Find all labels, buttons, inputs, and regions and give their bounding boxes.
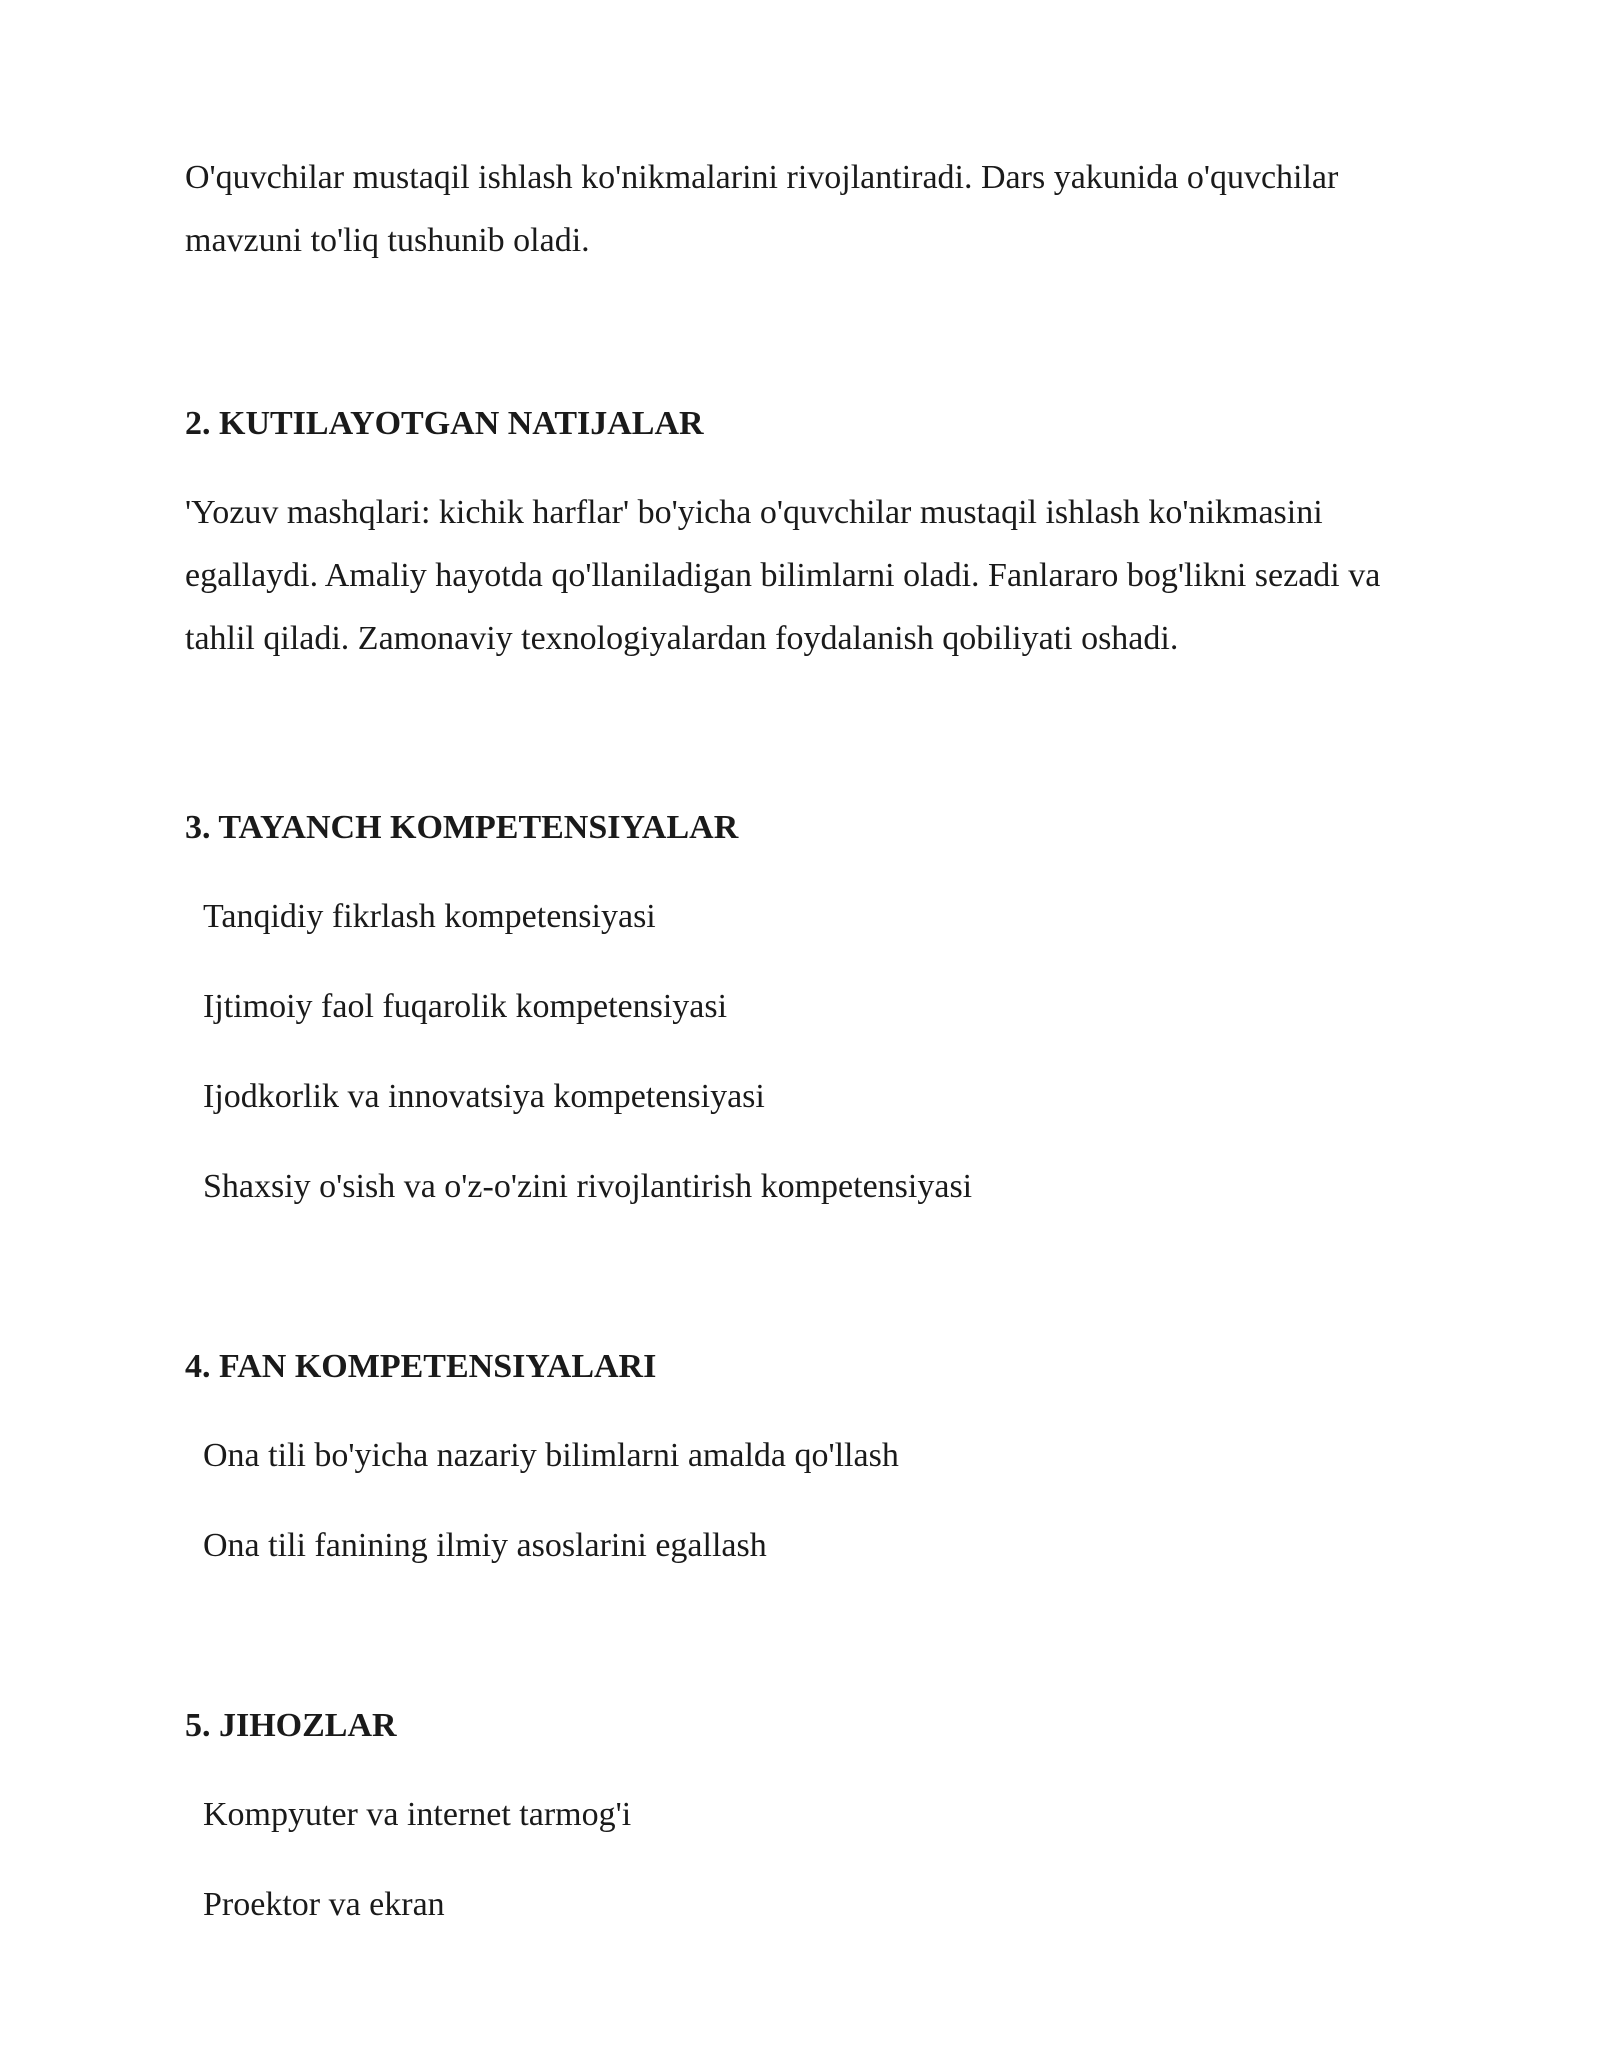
- list-item: Tanqidiy fikrlash kompetensiyasi: [203, 898, 656, 935]
- list-item: Shaxsiy o'sish va o'z-o'zini rivojlantirish kompetensiyasi: [203, 1168, 973, 1205]
- section-heading-expected-results: 2. KUTILAYOTGAN NATIJALAR: [185, 405, 704, 442]
- intro-paragraph: O'quvchilar mustaqil ishlash ko'nikmalarini rivojlantiradi. Dars yakunida o'quvchilar mavzuni to'liq tushunib oladi.: [185, 159, 1339, 259]
- equipment-list: [185, 1783, 1445, 1936]
- subject-competencies-list: [185, 1424, 1445, 1577]
- list-item: Kompyuter va internet tarmog'i: [203, 1796, 632, 1833]
- section-heading-core-competencies: 3. TAYANCH KOMPETENSIYALAR: [185, 809, 739, 846]
- list-item: Ona tili fanining ilmiy asoslarini egallash: [203, 1527, 767, 1564]
- list-item: Proektor va ekran: [203, 1886, 445, 1923]
- list-item: Ijodkorlik va innovatsiya kompetensiyasi: [203, 1078, 765, 1115]
- document-content: [185, 146, 1445, 1936]
- list-item: Ijtimoiy faol fuqarolik kompetensiyasi: [203, 988, 728, 1025]
- list-item: Ona tili bo'yicha nazariy bilimlarni amalda qo'llash: [203, 1437, 899, 1474]
- core-competencies-list: [185, 885, 1445, 1218]
- expected-results-paragraph: 'Yozuv mashqlari: kichik harflar' bo'yicha o'quvchilar mustaqil ishlash ko'nikmasini egallaydi. Amaliy hayotda qo'llaniladigan bilimlarni oladi. Fanlararo bog'likni sezadi va tahlil qiladi. Zamonaviy texnologiyalardan foydalanish qobiliyati oshadi.: [185, 494, 1381, 657]
- section-heading-equipment: 5. JIHOZLAR: [185, 1707, 397, 1744]
- section-heading-subject-competencies: 4. FAN KOMPETENSIYALARI: [185, 1348, 657, 1385]
